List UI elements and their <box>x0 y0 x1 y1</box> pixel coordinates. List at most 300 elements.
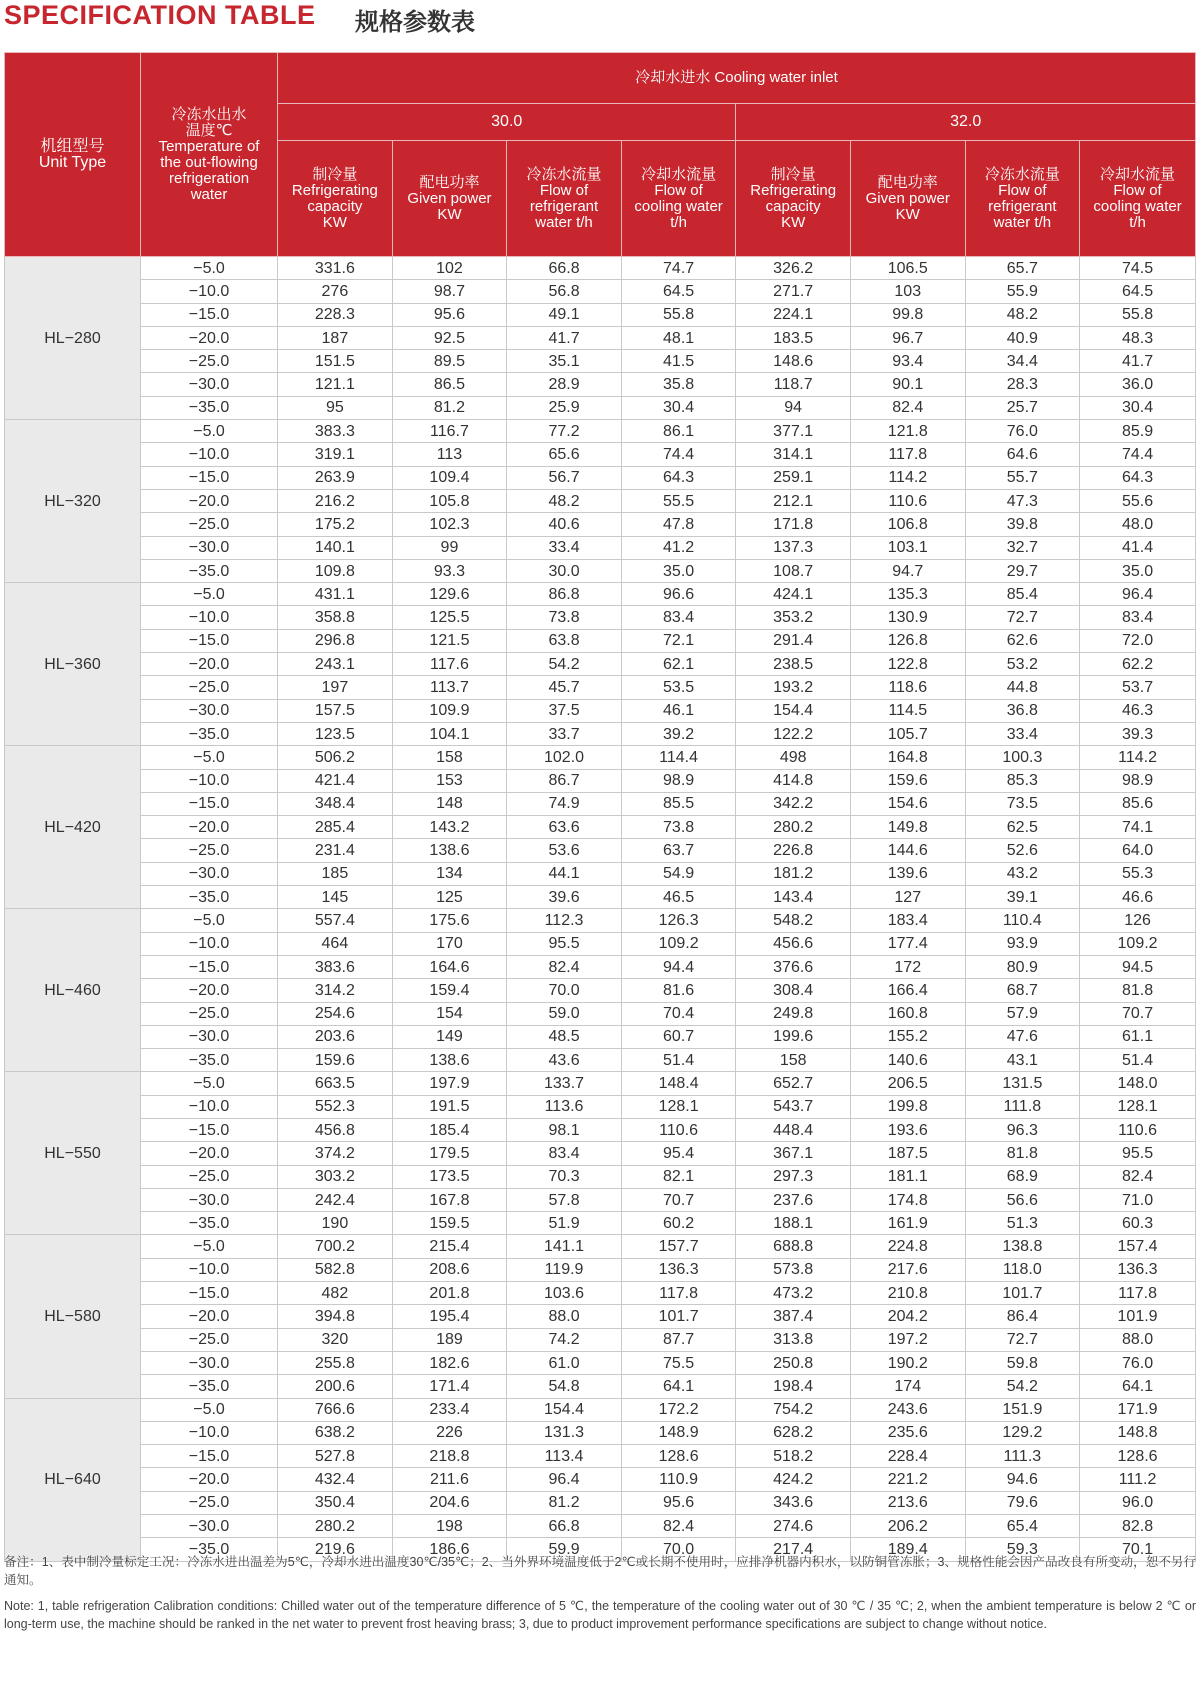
value-cell: 101.7 <box>965 1282 1080 1305</box>
temp-cell: −15.0 <box>141 466 278 489</box>
value-cell: 61.0 <box>507 1351 622 1374</box>
value-cell: 106.8 <box>850 513 965 536</box>
value-cell: 63.7 <box>621 839 736 862</box>
temp-cell: −10.0 <box>141 1258 278 1281</box>
value-cell: 127 <box>850 886 965 909</box>
header-line: KW <box>895 205 920 223</box>
value-cell: 766.6 <box>278 1398 393 1421</box>
temp-cell: −25.0 <box>141 676 278 699</box>
value-cell: 81.8 <box>965 1142 1080 1165</box>
value-cell: 39.2 <box>621 722 736 745</box>
value-cell: 145 <box>278 886 393 909</box>
value-cell: 148.6 <box>736 350 851 373</box>
value-cell: 81.6 <box>621 979 736 1002</box>
value-cell: 314.2 <box>278 979 393 1002</box>
temp-cell: −10.0 <box>141 769 278 792</box>
value-cell: 211.6 <box>392 1468 507 1491</box>
value-cell: 39.6 <box>507 886 622 909</box>
value-cell: 74.4 <box>621 443 736 466</box>
value-cell: 582.8 <box>278 1258 393 1281</box>
value-cell: 65.6 <box>507 443 622 466</box>
temp-cell: −10.0 <box>141 280 278 303</box>
column-header <box>736 141 851 257</box>
temp-cell: −30.0 <box>141 1515 278 1538</box>
value-cell: 98.9 <box>621 769 736 792</box>
value-cell: 48.5 <box>507 1025 622 1048</box>
header-line: Flow of <box>998 181 1047 199</box>
value-cell: 64.3 <box>621 466 736 489</box>
value-cell: 189.4 <box>850 1538 965 1561</box>
value-cell: 128.1 <box>1080 1095 1196 1118</box>
value-cell: 326.2 <box>736 257 851 280</box>
value-cell: 197 <box>278 676 393 699</box>
value-cell: 64.3 <box>1080 466 1196 489</box>
value-cell: 54.9 <box>621 862 736 885</box>
value-cell: 83.4 <box>1080 606 1196 629</box>
temp-cell: −35.0 <box>141 1538 278 1561</box>
temp-cell: −5.0 <box>141 1398 278 1421</box>
value-cell: 61.1 <box>1080 1025 1196 1048</box>
value-cell: 217.6 <box>850 1258 965 1281</box>
value-cell: 66.8 <box>507 1515 622 1538</box>
note-cn: 备注：1、表中制冷量标定工况：冷冻水进出温差为5℃，冷却水进出温度30℃/35℃；2、当外界环境温度低于2℃或长期不使用时，应排净机器内积水，以防铜管冻胀；3、规格性能会因产品改良有所变动，恕不另行通知。 <box>4 1555 1196 1587</box>
value-cell: 186.6 <box>392 1538 507 1561</box>
value-cell: 43.1 <box>965 1049 1080 1072</box>
value-cell: 148.9 <box>621 1421 736 1444</box>
table-row <box>5 396 1196 419</box>
value-cell: 33.7 <box>507 722 622 745</box>
value-cell: 185 <box>278 862 393 885</box>
value-cell: 60.3 <box>1080 1212 1196 1235</box>
value-cell: 25.9 <box>507 396 622 419</box>
value-cell: 259.1 <box>736 466 851 489</box>
table-row <box>5 1421 1196 1444</box>
value-cell: 238.5 <box>736 653 851 676</box>
value-cell: 308.4 <box>736 979 851 1002</box>
value-cell: 226.8 <box>736 839 851 862</box>
value-cell: 79.6 <box>965 1491 1080 1514</box>
value-cell: 72.7 <box>965 606 1080 629</box>
value-cell: 49.1 <box>507 303 622 326</box>
value-cell: 57.8 <box>507 1188 622 1211</box>
table-row <box>5 1328 1196 1351</box>
unit-type-cell: HL−640 <box>5 1398 141 1561</box>
value-cell: 125.5 <box>392 606 507 629</box>
value-cell: 99.8 <box>850 303 965 326</box>
temp-cell: −10.0 <box>141 1421 278 1444</box>
value-cell: 101.9 <box>1080 1305 1196 1328</box>
table-row <box>5 1468 1196 1491</box>
value-cell: 64.5 <box>621 280 736 303</box>
value-cell: 62.2 <box>1080 653 1196 676</box>
value-cell: 36.0 <box>1080 373 1196 396</box>
table-row <box>5 326 1196 349</box>
value-cell: 96.6 <box>621 583 736 606</box>
value-cell: 72.0 <box>1080 629 1196 652</box>
unit-type-cell: HL−420 <box>5 746 141 909</box>
value-cell: 35.0 <box>621 559 736 582</box>
value-cell: 34.4 <box>965 350 1080 373</box>
value-cell: 224.8 <box>850 1235 965 1258</box>
value-cell: 663.5 <box>278 1072 393 1095</box>
value-cell: 103.1 <box>850 536 965 559</box>
value-cell: 103 <box>850 280 965 303</box>
value-cell: 203.6 <box>278 1025 393 1048</box>
value-cell: 320 <box>278 1328 393 1351</box>
temp-cell: −35.0 <box>141 396 278 419</box>
value-cell: 175.2 <box>278 513 393 536</box>
value-cell: 141.1 <box>507 1235 622 1258</box>
temp-cell: −20.0 <box>141 1305 278 1328</box>
unit-type-cell: HL−320 <box>5 420 141 583</box>
table-row <box>5 722 1196 745</box>
value-cell: 191.5 <box>392 1095 507 1118</box>
value-cell: 109.8 <box>278 559 393 582</box>
table-row <box>5 489 1196 512</box>
header-outlet-temp <box>141 53 278 257</box>
header-line: Refrigerating <box>291 181 378 199</box>
value-cell: 110.4 <box>965 909 1080 932</box>
value-cell: 174 <box>850 1375 965 1398</box>
value-cell: 35.0 <box>1080 559 1196 582</box>
table-row <box>5 886 1196 909</box>
value-cell: 159.4 <box>392 979 507 1002</box>
table-row <box>5 699 1196 722</box>
value-cell: 70.3 <box>507 1165 622 1188</box>
value-cell: 46.6 <box>1080 886 1196 909</box>
value-cell: 122.8 <box>850 653 965 676</box>
value-cell: 112.3 <box>507 909 622 932</box>
value-cell: 131.3 <box>507 1421 622 1444</box>
value-cell: 342.2 <box>736 792 851 815</box>
value-cell: 212.1 <box>736 489 851 512</box>
value-cell: 32.7 <box>965 536 1080 559</box>
value-cell: 53.7 <box>1080 676 1196 699</box>
value-cell: 81.2 <box>392 396 507 419</box>
table-row <box>5 513 1196 536</box>
value-cell: 75.5 <box>621 1351 736 1374</box>
value-cell: 48.2 <box>965 303 1080 326</box>
value-cell: 377.1 <box>736 420 851 443</box>
value-cell: 421.4 <box>278 769 393 792</box>
temp-cell: −15.0 <box>141 1445 278 1468</box>
value-cell: 72.1 <box>621 629 736 652</box>
value-cell: 64.1 <box>621 1375 736 1398</box>
value-cell: 51.4 <box>621 1049 736 1072</box>
value-cell: 30.4 <box>621 396 736 419</box>
temp-cell: −35.0 <box>141 1212 278 1235</box>
value-cell: 199.6 <box>736 1025 851 1048</box>
table-row <box>5 1095 1196 1118</box>
value-cell: 187.5 <box>850 1142 965 1165</box>
value-cell: 185.4 <box>392 1118 507 1141</box>
value-cell: 456.8 <box>278 1118 393 1141</box>
value-cell: 93.4 <box>850 350 965 373</box>
value-cell: 159.6 <box>278 1049 393 1072</box>
value-cell: 552.3 <box>278 1095 393 1118</box>
value-cell: 95.5 <box>507 932 622 955</box>
value-cell: 110.6 <box>1080 1118 1196 1141</box>
temp-cell: −30.0 <box>141 699 278 722</box>
table-row <box>5 1072 1196 1095</box>
value-cell: 117.8 <box>1080 1282 1196 1305</box>
table-row <box>5 257 1196 280</box>
value-cell: 182.6 <box>392 1351 507 1374</box>
value-cell: 151.5 <box>278 350 393 373</box>
value-cell: 70.0 <box>507 979 622 1002</box>
value-cell: 102.3 <box>392 513 507 536</box>
value-cell: 158 <box>736 1049 851 1072</box>
value-cell: 482 <box>278 1282 393 1305</box>
value-cell: 138.6 <box>392 839 507 862</box>
value-cell: 39.3 <box>1080 722 1196 745</box>
value-cell: 154.6 <box>850 792 965 815</box>
value-cell: 68.9 <box>965 1165 1080 1188</box>
value-cell: 387.4 <box>736 1305 851 1328</box>
value-cell: 181.1 <box>850 1165 965 1188</box>
value-cell: 64.5 <box>1080 280 1196 303</box>
table-header <box>5 53 1196 257</box>
value-cell: 89.5 <box>392 350 507 373</box>
value-cell: 64.0 <box>1080 839 1196 862</box>
value-cell: 113 <box>392 443 507 466</box>
value-cell: 231.4 <box>278 839 393 862</box>
value-cell: 98.7 <box>392 280 507 303</box>
header-line: KW <box>322 213 347 231</box>
value-cell: 57.9 <box>965 1002 1080 1025</box>
table-row <box>5 1118 1196 1141</box>
value-cell: 111.8 <box>965 1095 1080 1118</box>
header-line: Temperature of <box>158 137 260 155</box>
value-cell: 35.1 <box>507 350 622 373</box>
value-cell: 138.6 <box>392 1049 507 1072</box>
value-cell: 652.7 <box>736 1072 851 1095</box>
value-cell: 96.0 <box>1080 1491 1196 1514</box>
value-cell: 51.3 <box>965 1212 1080 1235</box>
value-cell: 81.2 <box>507 1491 622 1514</box>
value-cell: 54.8 <box>507 1375 622 1398</box>
value-cell: 285.4 <box>278 816 393 839</box>
value-cell: 82.1 <box>621 1165 736 1188</box>
header-line: Given power <box>407 189 492 207</box>
value-cell: 85.6 <box>1080 792 1196 815</box>
temp-cell: −20.0 <box>141 979 278 1002</box>
value-cell: 154.4 <box>507 1398 622 1421</box>
value-cell: 108.7 <box>736 559 851 582</box>
value-cell: 235.6 <box>850 1421 965 1444</box>
value-cell: 122.2 <box>736 722 851 745</box>
header-line: capacity <box>307 197 363 215</box>
value-cell: 164.8 <box>850 746 965 769</box>
value-cell: 65.4 <box>965 1515 1080 1538</box>
header-line: Flow of <box>539 181 589 199</box>
value-cell: 376.6 <box>736 955 851 978</box>
value-cell: 219.6 <box>278 1538 393 1561</box>
value-cell: 54.2 <box>965 1375 1080 1398</box>
value-cell: 226 <box>392 1421 507 1444</box>
value-cell: 249.8 <box>736 1002 851 1025</box>
temp-cell: −5.0 <box>141 746 278 769</box>
value-cell: 314.1 <box>736 443 851 466</box>
value-cell: 213.6 <box>850 1491 965 1514</box>
value-cell: 129.2 <box>965 1421 1080 1444</box>
value-cell: 54.2 <box>507 653 622 676</box>
header-line: 制冷量 <box>770 165 816 183</box>
value-cell: 62.1 <box>621 653 736 676</box>
value-cell: 102.0 <box>507 746 622 769</box>
table-row <box>5 1142 1196 1165</box>
header-line: cooling water <box>634 197 723 215</box>
value-cell: 55.8 <box>1080 303 1196 326</box>
value-cell: 41.7 <box>507 326 622 349</box>
value-cell: 159.6 <box>850 769 965 792</box>
value-cell: 116.7 <box>392 420 507 443</box>
value-cell: 172 <box>850 955 965 978</box>
value-cell: 82.8 <box>1080 1515 1196 1538</box>
header-line: 机组型号 <box>40 137 105 155</box>
value-cell: 201.8 <box>392 1282 507 1305</box>
value-cell: 136.3 <box>1080 1258 1196 1281</box>
value-cell: 33.4 <box>507 536 622 559</box>
value-cell: 118.7 <box>736 373 851 396</box>
value-cell: 155.2 <box>850 1025 965 1048</box>
temp-cell: −5.0 <box>141 257 278 280</box>
value-cell: 48.2 <box>507 489 622 512</box>
value-cell: 30.0 <box>507 559 622 582</box>
unit-type-cell: HL−460 <box>5 909 141 1072</box>
value-cell: 137.3 <box>736 536 851 559</box>
temp-cell: −5.0 <box>141 1235 278 1258</box>
value-cell: 95.5 <box>1080 1142 1196 1165</box>
value-cell: 60.7 <box>621 1025 736 1048</box>
temp-cell: −20.0 <box>141 653 278 676</box>
value-cell: 86.7 <box>507 769 622 792</box>
value-cell: 101.7 <box>621 1305 736 1328</box>
value-cell: 88.0 <box>507 1305 622 1328</box>
value-cell: 106.5 <box>850 257 965 280</box>
temp-cell: −25.0 <box>141 839 278 862</box>
value-cell: 55.8 <box>621 303 736 326</box>
value-cell: 204.6 <box>392 1491 507 1514</box>
spec-table <box>4 52 1196 1562</box>
value-cell: 280.2 <box>736 816 851 839</box>
header-unit-type <box>5 53 141 257</box>
value-cell: 45.7 <box>507 676 622 699</box>
value-cell: 206.5 <box>850 1072 965 1095</box>
value-cell: 72.7 <box>965 1328 1080 1351</box>
value-cell: 65.7 <box>965 257 1080 280</box>
value-cell: 47.3 <box>965 489 1080 512</box>
value-cell: 319.1 <box>278 443 393 466</box>
value-cell: 181.2 <box>736 862 851 885</box>
value-cell: 74.9 <box>507 792 622 815</box>
header-line: Flow of <box>654 181 703 199</box>
value-cell: 114.5 <box>850 699 965 722</box>
value-cell: 367.1 <box>736 1142 851 1165</box>
value-cell: 197.2 <box>850 1328 965 1351</box>
temp-cell: −10.0 <box>141 932 278 955</box>
value-cell: 573.8 <box>736 1258 851 1281</box>
value-cell: 55.9 <box>965 280 1080 303</box>
value-cell: 498 <box>736 746 851 769</box>
value-cell: 149.8 <box>850 816 965 839</box>
temp-cell: −5.0 <box>141 583 278 606</box>
value-cell: 55.3 <box>1080 862 1196 885</box>
value-cell: 33.4 <box>965 722 1080 745</box>
value-cell: 548.2 <box>736 909 851 932</box>
value-cell: 183.5 <box>736 326 851 349</box>
table-row <box>5 955 1196 978</box>
value-cell: 59.8 <box>965 1351 1080 1374</box>
value-cell: 233.4 <box>392 1398 507 1421</box>
header-line: 制冷量 <box>312 165 358 183</box>
value-cell: 456.6 <box>736 932 851 955</box>
value-cell: 74.2 <box>507 1328 622 1351</box>
header-line: the out-flowing <box>160 153 258 171</box>
value-cell: 100.3 <box>965 746 1080 769</box>
value-cell: 60.2 <box>621 1212 736 1235</box>
value-cell: 73.8 <box>507 606 622 629</box>
header-line: 冷冻水出水 <box>171 105 247 123</box>
value-cell: 52.6 <box>965 839 1080 862</box>
value-cell: 140.1 <box>278 536 393 559</box>
value-cell: 103.6 <box>507 1282 622 1305</box>
header-line: Flow of <box>1113 181 1162 199</box>
table-row <box>5 583 1196 606</box>
value-cell: 177.4 <box>850 932 965 955</box>
value-cell: 114.4 <box>621 746 736 769</box>
value-cell: 254.6 <box>278 1002 393 1025</box>
value-cell: 85.4 <box>965 583 1080 606</box>
table-row <box>5 443 1196 466</box>
unit-type-cell: HL−360 <box>5 583 141 746</box>
value-cell: 148 <box>392 792 507 815</box>
value-cell: 95.6 <box>392 303 507 326</box>
value-cell: 170 <box>392 932 507 955</box>
value-cell: 36.8 <box>965 699 1080 722</box>
value-cell: 99 <box>392 536 507 559</box>
value-cell: 197.9 <box>392 1072 507 1095</box>
table-body <box>5 257 1196 1562</box>
temp-cell: −25.0 <box>141 1002 278 1025</box>
value-cell: 90.1 <box>850 373 965 396</box>
table-row <box>5 420 1196 443</box>
value-cell: 198.4 <box>736 1375 851 1398</box>
value-cell: 175.6 <box>392 909 507 932</box>
value-cell: 29.7 <box>965 559 1080 582</box>
value-cell: 121.8 <box>850 420 965 443</box>
value-cell: 331.6 <box>278 257 393 280</box>
value-cell: 98.1 <box>507 1118 622 1141</box>
value-cell: 179.5 <box>392 1142 507 1165</box>
temp-cell: −15.0 <box>141 1282 278 1305</box>
value-cell: 53.5 <box>621 676 736 699</box>
value-cell: 94 <box>736 396 851 419</box>
table-row <box>5 1351 1196 1374</box>
value-cell: 473.2 <box>736 1282 851 1305</box>
value-cell: 25.7 <box>965 396 1080 419</box>
header-line: Unit Type <box>38 153 107 171</box>
value-cell: 113.6 <box>507 1095 622 1118</box>
value-cell: 76.0 <box>1080 1351 1196 1374</box>
temp-cell: −25.0 <box>141 1165 278 1188</box>
value-cell: 204.2 <box>850 1305 965 1328</box>
value-cell: 148.8 <box>1080 1421 1196 1444</box>
value-cell: 70.1 <box>1080 1538 1196 1561</box>
value-cell: 110.6 <box>621 1118 736 1141</box>
value-cell: 80.9 <box>965 955 1080 978</box>
value-cell: 95.6 <box>621 1491 736 1514</box>
